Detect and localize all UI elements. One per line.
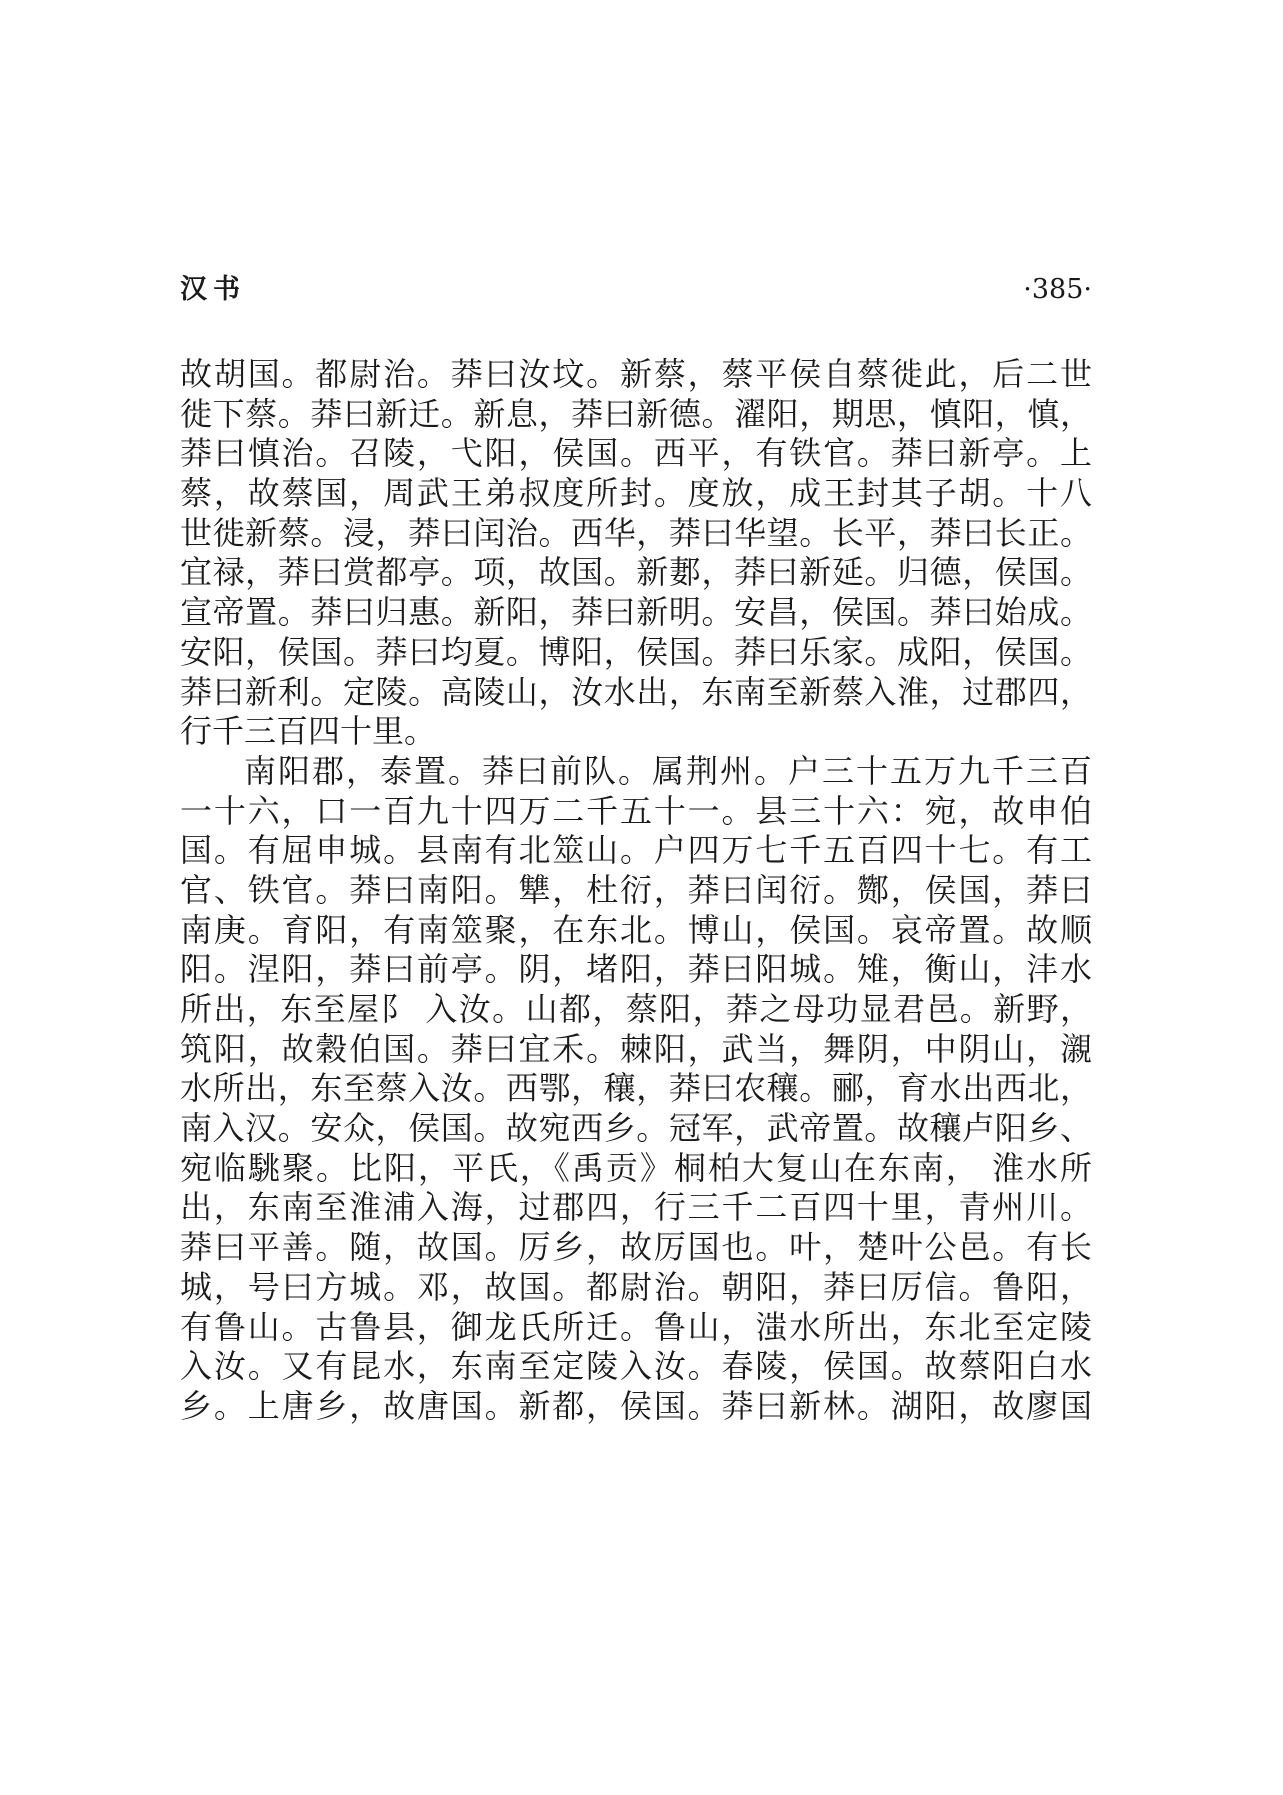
text-line: 入汝。又有昆水，东南至定陵入汝。春陵，侯国。故蔡阳白水	[180, 1347, 1092, 1386]
text-line: 水所出，东至蔡入汝。西鄂，穰，莽曰农穰。郦，育水出西北，	[180, 1069, 1092, 1108]
text-line: 行千三百四十里。	[180, 712, 437, 751]
text-line: 乡。上唐乡，故唐国。新都，侯国。莽曰新林。湖阳，故廖国	[180, 1386, 1092, 1425]
text-line: 筑阳，故穀伯国。莽曰宜禾。棘阳，武当，舞阴，中阴山，瀙	[180, 1029, 1092, 1068]
book-title: 汉书	[180, 274, 246, 305]
text-line: 莽曰新利。定陵。高陵山，汝水出，东南至新蔡入淮，过郡四，	[180, 672, 1092, 711]
page-number: ·385·	[1023, 274, 1092, 305]
text-line: 有鲁山。古鲁县，御龙氏所迁。鲁山，滍水所出，东北至定陵	[180, 1307, 1092, 1346]
text-line: 徙下蔡。莽曰新迁。新息，莽曰新德。濯阳，期思，慎阳，慎，	[180, 394, 1092, 433]
text-line: 莽曰慎治。召陵，弋阳，侯国。西平，有铁官。莽曰新亭。上	[180, 434, 1092, 473]
text-line: 所出，东至屋阝 入汝。山都，蔡阳，莽之母功显君邑。新野，	[180, 990, 1092, 1028]
text-line: 阳。涅阳，莽曰前亭。阴，堵阳，莽曰阳城。雉，衡山，沣水	[180, 950, 1092, 989]
text-line: 出，东南至淮浦入海，过郡四，行三千二百四十里，青州川。	[180, 1188, 1092, 1227]
page-header	[180, 270, 1092, 310]
body-text	[180, 355, 1092, 1427]
text-line: 南庚。育阳，有南筮聚，在东北。博山，侯国。哀帝置。故顺	[180, 910, 1092, 949]
text-line: 一十六，口一百九十四万二千五十一。县三十六：宛，故申伯	[180, 791, 1092, 830]
text-line: 官、铁官。莽曰南阳。犨，杜衍，莽曰闰衍。酂，侯国，莽曰	[180, 870, 1092, 909]
text-line: 城，号曰方城。邓，故国。都尉治。朝阳，莽曰厉信。鲁阳，	[180, 1267, 1092, 1306]
text-line: 宣帝置。莽曰归惠。新阳，莽曰新明。安昌，侯国。莽曰始成。	[180, 593, 1092, 632]
text-line: 国。有屈申城。县南有北筮山。户四万七千五百四十七。有工	[180, 831, 1092, 870]
text-line: 南阳郡，泰置。莽曰前队。属荆州。户三十五万九千三百	[244, 751, 1092, 790]
text-line: 南入汉。安众，侯国。故宛西乡。冠军，武帝置。故穰卢阳乡、	[180, 1109, 1092, 1148]
text-line: 宛临駣聚。比阳，平氏，《禹贡》桐柏大复山在东南， 淮水所	[180, 1148, 1092, 1187]
text-line: 莽曰平善。随，故国。厉乡，故厉国也。叶，楚叶公邑。有长	[180, 1228, 1092, 1267]
text-line: 宜禄，莽曰赏都亭。项，故国。新郪，莽曰新延。归德，侯国。	[180, 553, 1092, 592]
text-line: 安阳，侯国。莽曰均夏。博阳，侯国。莽曰乐家。成阳，侯国。	[180, 632, 1092, 671]
text-line: 故胡国。都尉治。莽曰汝坟。新蔡，蔡平侯自蔡徙此，后二世	[180, 355, 1092, 393]
text-line: 蔡，故蔡国，周武王弟叔度所封。度放，成王封其子胡。十八	[180, 474, 1092, 513]
text-line: 世徙新蔡。浸，莽曰闰治。西华，莽曰华望。长平，莽曰长正。	[180, 513, 1092, 552]
